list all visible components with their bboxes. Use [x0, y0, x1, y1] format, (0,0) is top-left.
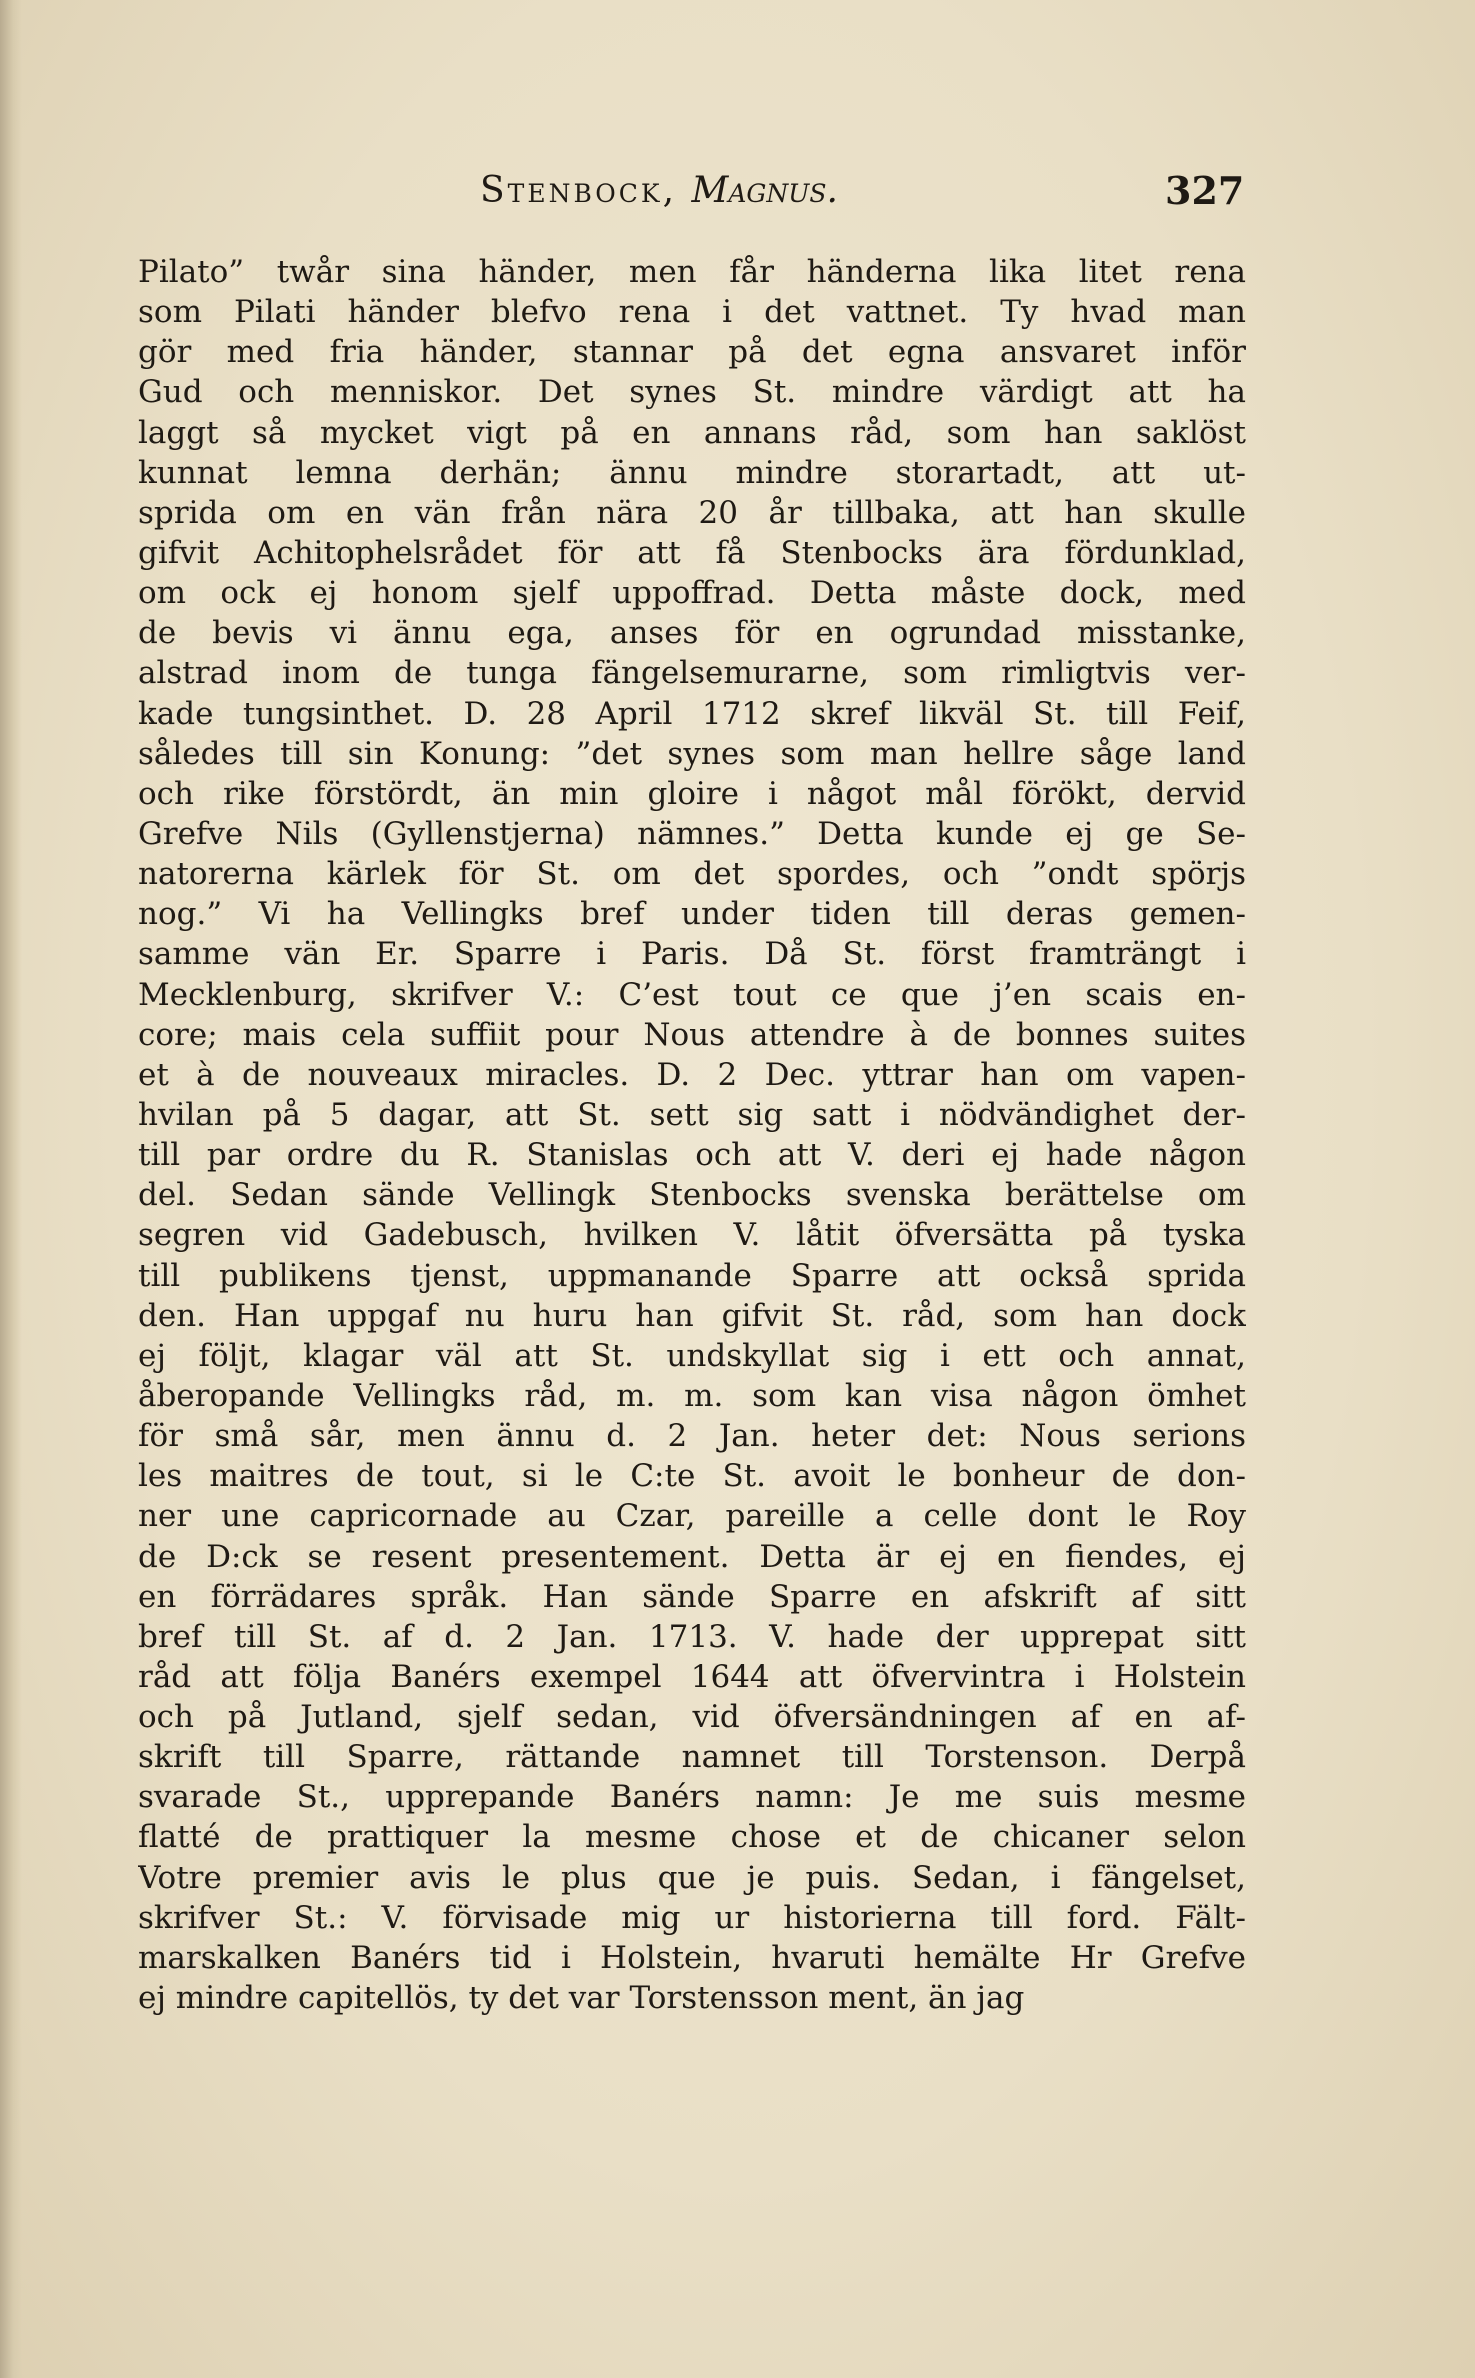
text-line: den. Han uppgaf nu huru han gifvit St. råd, som han dock: [138, 1297, 1246, 1334]
text-line: kunnat lemna derhän; ännu mindre storartadt, att ut-: [138, 454, 1246, 491]
text-line: således till sin Konung: ”det synes som man hellre såge land: [138, 735, 1246, 772]
running-head: [0, 170, 1475, 220]
text-line: flatté de prattiquer la mesme chose et de chicaner selon: [138, 1819, 1246, 1856]
text-line: och rike förstördt, än min gloire i något mål förökt, dervid: [138, 775, 1246, 812]
running-head-given-name: Magnus.: [691, 170, 838, 211]
running-head-title: [480, 170, 838, 211]
text-line: ner une capricornade au Czar, pareille a celle dont le Roy: [138, 1498, 1246, 1535]
text-line: Votre premier avis le plus que je puis. Sedan, i fängelset,: [138, 1859, 1246, 1896]
text-line: Grefve Nils (Gyllenstjerna) nämnes.” Detta kunde ej ge Se-: [138, 815, 1246, 852]
text-line: gör med fria händer, stannar på det egna ansvaret inför: [138, 334, 1246, 371]
text-line: de D:ck se resent presentement. Detta är ej en fiendes, ej: [138, 1538, 1246, 1575]
text-line: gifvit Achitophelsrådet för att få Stenbocks ära fördunklad,: [138, 534, 1246, 571]
text-line: core; mais cela suffiit pour Nous attendre à de bonnes suites: [138, 1016, 1246, 1053]
text-line: Pilato” twår sina händer, men får händerna lika litet rena: [138, 254, 1246, 290]
text-line: bref till St. af d. 2 Jan. 1713. V. hade der upprepat sitt: [138, 1618, 1246, 1655]
text-line: om ock ej honom sjelf uppoffrad. Detta måste dock, med: [138, 575, 1246, 612]
text-line: ej följt, klagar väl att St. undskyllat sig i ett och annat,: [138, 1337, 1246, 1374]
text-line: de bevis vi ännu ega, anses för en ogrundad misstanke,: [138, 615, 1246, 652]
body-text: [138, 252, 1246, 2018]
text-line: nog.” Vi ha Vellingks bref under tiden till deras gemen-: [138, 896, 1246, 933]
text-line: Mecklenburg, skrifver V.: C’est tout ce que j’en scais en-: [138, 976, 1246, 1013]
text-line: les maitres de tout, si le C:te St. avoit le bonheur de don-: [138, 1458, 1246, 1495]
text-line: Gud och menniskor. Det synes St. mindre värdigt att ha: [138, 374, 1246, 411]
text-line: till par ordre du R. Stanislas och att V. deri ej hade någon: [138, 1137, 1246, 1174]
text-line: skrift till Sparre, rättande namnet till Torstenson. Derpå: [138, 1739, 1246, 1776]
text-line: hvilan på 5 dagar, att St. sett sig satt i nödvändighet der-: [138, 1096, 1246, 1133]
text-line: råd att följa Banérs exempel 1644 att öfvervintra i Holstein: [138, 1658, 1246, 1695]
text-line: svarade St., upprepande Banérs namn: Je me suis mesme: [138, 1779, 1246, 1816]
text-line: till publikens tjenst, uppmanande Sparre att också sprida: [138, 1257, 1246, 1294]
text-line: segren vid Gadebusch, hvilken V. låtit öfversätta på tyska: [138, 1217, 1246, 1254]
page-gutter-shadow: [0, 0, 22, 2378]
running-head-surname: Stenbock,: [480, 170, 678, 211]
text-line: åberopande Vellingks råd, m. m. som kan visa någon ömhet: [138, 1377, 1246, 1414]
text-line: natorerna kärlek för St. om det spordes, och ”ondt spörjs: [138, 856, 1246, 893]
text-line: alstrad inom de tunga fängelsemurarne, som rimligtvis ver-: [138, 655, 1246, 692]
text-line: et à de nouveaux miracles. D. 2 Dec. yttrar han om vapen-: [138, 1056, 1246, 1093]
text-line: sprida om en vän från nära 20 år tillbaka, att han skulle: [138, 494, 1246, 531]
text-line: för små sår, men ännu d. 2 Jan. heter det: Nous serions: [138, 1418, 1246, 1455]
text-line: laggt så mycket vigt på en annans råd, som han saklöst: [138, 414, 1246, 451]
text-line: samme vän Er. Sparre i Paris. Då St. först framträngt i: [138, 936, 1246, 973]
text-line: en förrädares språk. Han sände Sparre en afskrift af sitt: [138, 1578, 1246, 1615]
text-line: skrifver St.: V. förvisade mig ur historierna till ford. Fält-: [138, 1899, 1246, 1936]
page-number: 327: [1165, 168, 1245, 213]
text-line: och på Jutland, sjelf sedan, vid öfversändningen af en af-: [138, 1699, 1246, 1736]
text-line: ej mindre capitellös, ty det var Torstensson ment, än jag: [138, 1980, 1025, 2017]
text-line: kade tungsinthet. D. 28 April 1712 skref likväl St. till Feif,: [138, 695, 1246, 732]
text-line: del. Sedan sände Vellingk Stenbocks svenska berättelse om: [138, 1177, 1246, 1214]
text-line: marskalken Banérs tid i Holstein, hvaruti hemälte Hr Grefve: [138, 1939, 1246, 1976]
text-line: som Pilati händer blefvo rena i det vattnet. Ty hvad man: [138, 294, 1246, 331]
